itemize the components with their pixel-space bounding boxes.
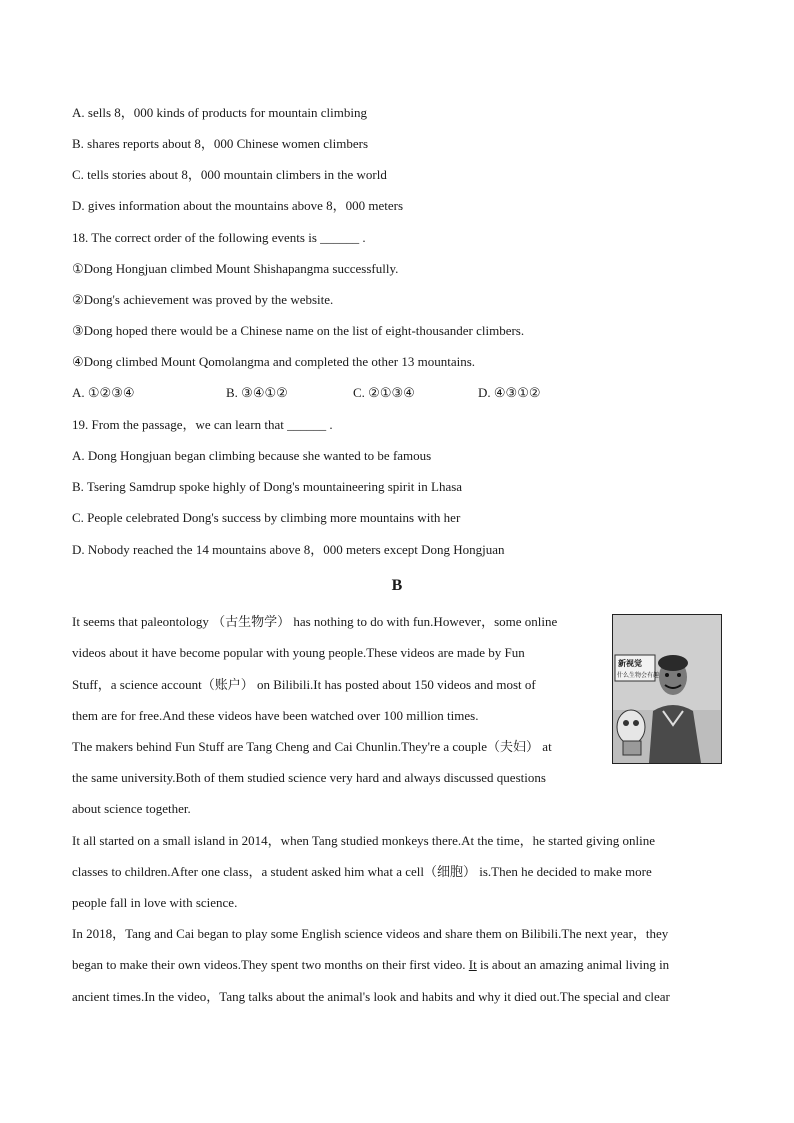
q18-event-1: ①Dong Hongjuan climbed Mount Shishapangma successfully. xyxy=(72,261,399,276)
q17-option-b: B. shares reports about 8，000 Chinese women climbers xyxy=(72,136,369,151)
q17-option-a: A. sells 8，000 kinds of products for mountain climbing xyxy=(72,105,368,120)
q19-option-c: C. People celebrated Dong's success by climbing more mountains with her xyxy=(72,510,461,525)
q17-option-c: C. tells stories about 8，000 mountain climbers in the world xyxy=(72,167,387,182)
q18-event-4: ④Dong climbed Mount Qomolangma and completed the other 13 mountains. xyxy=(72,354,476,369)
q19-option-d: D. Nobody reached the 14 mountains above 8，000 meters except Dong Hongjuan xyxy=(72,542,505,557)
passage-line-10: people fall in love with science. xyxy=(72,895,238,910)
q18-event-2: ②Dong's achievement was proved by the website. xyxy=(72,292,334,307)
passage-line-12-start: began to make their own videos.They spent two months on their first video. xyxy=(72,957,469,972)
q18-option-d: D. ④③①② xyxy=(478,385,541,400)
paleontology-video-photo xyxy=(612,614,722,764)
passage-line-13: ancient times.In the video，Tang talks about the animal's look and habits and why it died out.The special and clear xyxy=(72,989,670,1004)
q18-option-a: A. ①②③④ xyxy=(72,385,135,400)
underlined-pronoun: It xyxy=(468,957,477,972)
photo-caption-bottom: 什么生物会有趣 xyxy=(617,672,660,679)
q19-option-a: A. Dong Hongjuan began climbing because she wanted to be famous xyxy=(72,448,432,463)
photo-illustration xyxy=(613,615,721,763)
passage-line-2: videos about it have become popular with young people.These videos are made by Fun xyxy=(72,645,525,660)
q18-event-3: ③Dong hoped there would be a Chinese name on the list of eight-thousander climbers. xyxy=(72,323,525,338)
q18-option-b: B. ③④①② xyxy=(226,385,288,400)
q18-stem: 18. The correct order of the following events is ______ . xyxy=(72,230,366,245)
passage-line-12 xyxy=(72,957,669,973)
q18-options xyxy=(72,385,672,401)
passage-line-11: In 2018，Tang and Cai began to play some English science videos and share them on Bilibili.The next year，they xyxy=(72,926,669,941)
section-b-heading: B xyxy=(391,577,403,594)
passage-line-3: Stuff，a science account（账户） on Bilibili.It has posted about 150 videos and most of xyxy=(72,677,536,692)
q19-stem: 19. From the passage，we can learn that ______ . xyxy=(72,417,333,432)
passage-line-4: them are for free.And these videos have been watched over 100 million times. xyxy=(72,708,479,723)
passage-line-9: classes to children.After one class，a student asked him what a cell（细胞） is.Then he decided to make more xyxy=(72,864,652,879)
passage-line-8: It all started on a small island in 2014，when Tang studied monkeys there.At the time，he started giving online xyxy=(72,833,656,848)
passage-line-6: the same university.Both of them studied science very hard and always discussed questions xyxy=(72,770,546,785)
q17-option-d: D. gives information about the mountains above 8，000 meters xyxy=(72,198,404,213)
q19-option-b: B. Tsering Samdrup spoke highly of Dong's mountaineering spirit in Lhasa xyxy=(72,479,463,494)
passage-line-7: about science together. xyxy=(72,801,191,816)
q18-option-c: C. ②①③④ xyxy=(353,385,415,400)
passage-line-5: The makers behind Fun Stuff are Tang Cheng and Cai Chunlin.They're a couple（夫妇） at xyxy=(72,739,552,754)
passage-line-1: It seems that paleontology （古生物学） has nothing to do with fun.However，some online xyxy=(72,614,558,629)
passage-line-12-end: is about an amazing animal living in xyxy=(476,957,670,972)
photo-caption-top: 新视觉 xyxy=(618,659,642,668)
